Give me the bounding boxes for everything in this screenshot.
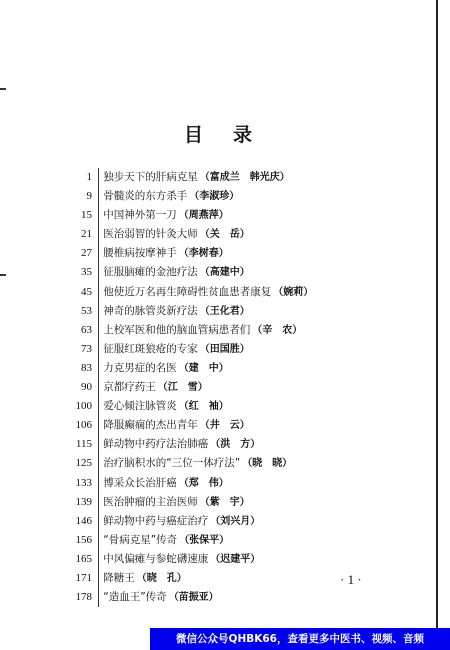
toc-entry[interactable] [60,206,420,225]
toc-author: （洪 方） [210,439,261,451]
toc-title: “造血王”传奇 [103,591,167,604]
toc-divider [98,225,99,244]
toc-divider [98,569,99,588]
toc-page-number: 115 [75,438,92,451]
toc-entry[interactable] [60,588,420,607]
toc-divider [98,283,99,302]
toc-divider [98,512,99,531]
toc-author: （刘兴月） [210,515,261,527]
toc-page-number: 156 [75,533,92,546]
toc-page-number: 35 [81,266,92,279]
toc-title: 鲜动物中药疗法治肺癌 [103,438,209,451]
toc-author: （王化君） [199,305,250,317]
toc-page-number: 63 [81,323,92,336]
toc-page-number: 83 [81,361,92,374]
toc-divider [98,550,99,569]
toc-author: （辛 农） [252,324,303,336]
toc-entry[interactable] [60,283,420,302]
toc-author: （迟建平） [210,553,261,565]
toc-entry[interactable] [60,531,420,550]
toc-author: （郑 伟） [178,477,229,489]
toc-divider [98,435,99,454]
toc-title: 他使近万名再生障碍性贫血患者康复 [103,285,272,298]
toc-author: （苗振亚） [168,592,219,604]
toc-divider [98,531,99,550]
toc-author: （江 雪） [157,382,208,394]
toc-divider [98,244,99,263]
toc-author: （婉莉） [273,286,314,298]
toc-title: 上校军医和他的脑血管病患者们 [103,323,251,336]
toc-page-number: 139 [75,495,92,508]
toc-title: 治疗脑积水的“三位一体疗法” [103,457,241,470]
toc-divider [98,454,99,473]
table-of-contents [60,168,420,607]
toc-title: 鲜动物中药与癌症治疗 [103,514,209,527]
toc-page-number: 21 [81,228,92,241]
toc-divider [98,168,99,187]
toc-title: 医治弱智的针灸大师 [103,228,198,241]
toc-title: 中风偏瘫与参蛇礴速康 [103,552,209,565]
toc-divider [98,474,99,493]
page-number: · 1 · [340,572,362,587]
toc-author: （关 岳） [199,229,250,241]
toc-title: 骨髓炎的东方杀手 [103,190,188,203]
toc-page-number: 27 [81,247,92,260]
toc-author: （紫 宇） [199,496,250,508]
toc-page-number: 45 [81,285,92,298]
toc-author: （井 云） [199,420,250,432]
toc-author: （周燕萍） [178,210,229,222]
toc-page-number: 1 [86,171,92,183]
toc-title: 力克男症的名医 [103,361,177,374]
toc-page-number: 73 [81,342,92,355]
toc-page-number: 53 [81,304,92,317]
page-edge-line [436,0,438,628]
scan-mark [0,274,6,276]
toc-entry[interactable] [60,378,420,397]
toc-divider [98,340,99,359]
toc-page-number: 125 [75,457,92,470]
toc-entry[interactable] [60,225,420,244]
watermark-banner: 微信公众号QHBK66，查看更多中医书、视频、音频 [150,628,450,650]
toc-page-number: 178 [75,591,92,604]
toc-entry[interactable] [60,493,420,512]
toc-page-number: 133 [75,476,92,489]
toc-author: （富成兰 韩光庆） [199,172,290,183]
toc-title: “骨病克星”传奇 [103,533,178,546]
toc-page-number: 171 [75,571,92,584]
toc-author: （红 袖） [178,401,229,413]
toc-entry[interactable] [60,512,420,531]
toc-divider [98,263,99,282]
toc-author: （李树春） [178,248,229,260]
toc-entry[interactable] [60,397,420,416]
toc-title: 腰椎病按摩神手 [103,247,177,260]
toc-divider [98,493,99,512]
toc-page-number: 9 [86,190,92,203]
toc-entry[interactable] [60,321,420,340]
toc-author: （晓 孔） [136,572,187,584]
toc-divider [98,416,99,435]
toc-title: 爱心倾注脉管炎 [103,400,177,413]
toc-title: 降服癫痫的杰出青年 [103,419,198,432]
toc-page-number: 90 [81,381,92,394]
toc-page-number: 100 [75,400,92,413]
toc-divider [98,187,99,206]
toc-divider [98,321,99,340]
toc-page-number: 165 [75,552,92,565]
toc-author: （张保平） [179,534,230,546]
toc-divider [98,588,99,607]
toc-page-number: 106 [75,419,92,432]
toc-divider [98,302,99,321]
scan-mark [0,88,6,90]
toc-title: 独步天下的肝病克星 [103,171,198,183]
toc-title: 降糖王 [103,571,135,584]
toc-title: 征服脑瘫的金池疗法 [103,266,198,279]
page-title: 目录 [183,124,282,146]
toc-title: 中国神外第一刀 [103,209,177,222]
toc-entry[interactable] [60,187,420,206]
toc-divider [98,359,99,378]
toc-page-number: 15 [81,209,92,222]
toc-author: （建 中） [178,362,229,374]
toc-title: 医治肿瘤的主治医师 [103,495,198,508]
toc-author: （高建中） [199,267,250,279]
toc-entry[interactable] [60,454,420,473]
toc-entry[interactable] [60,263,420,282]
toc-author: （田国胜） [199,343,250,355]
toc-entry[interactable] [60,416,420,435]
toc-author: （李淑珍） [189,191,240,203]
toc-title: 征服红斑狼疮的专家 [103,342,198,355]
toc-divider [98,378,99,397]
toc-author: （晓 晓） [242,458,293,470]
toc-divider [98,206,99,225]
toc-page-number: 146 [75,514,92,527]
toc-entry[interactable] [60,340,420,359]
toc-entry[interactable] [60,302,420,321]
toc-title: 京都疗药王 [103,381,156,394]
toc-title: 博采众长治肝癌 [103,476,177,489]
toc-entry[interactable] [60,244,420,263]
toc-entry[interactable] [60,474,420,493]
toc-entry[interactable] [60,359,420,378]
toc-entry[interactable] [60,569,420,588]
toc-title: 神奇的脉管炎新疗法 [103,304,198,317]
toc-entry[interactable] [60,550,420,569]
toc-entry[interactable] [60,168,420,187]
toc-divider [98,397,99,416]
toc-entry[interactable] [60,435,420,454]
